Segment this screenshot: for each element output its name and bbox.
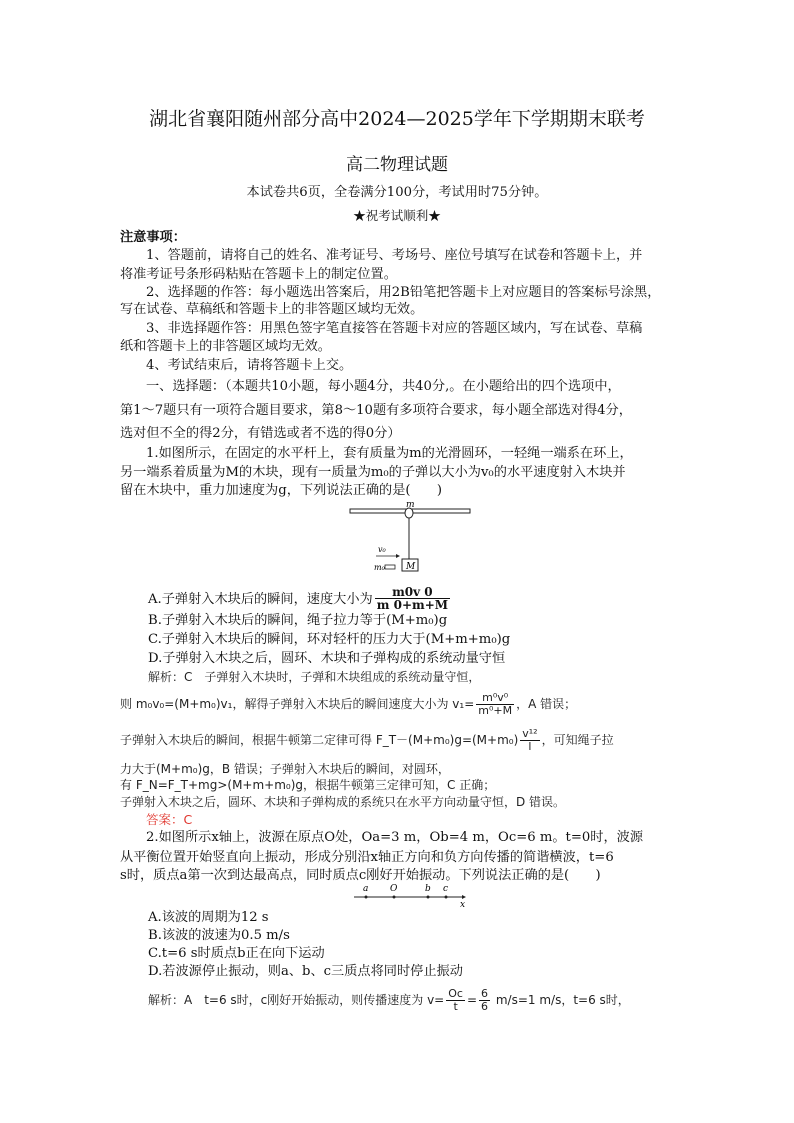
point-label: c — [443, 884, 449, 894]
q1-option-b: B.子弹射入木块后的瞬间，绳子拉力等于(M+m₀)g — [148, 613, 448, 628]
point-label: a — [363, 884, 369, 894]
good-luck: ★祝考试顺利★ — [353, 208, 441, 223]
q1-solution: 子弹射入木块后的瞬间，根据牛顿第二定律可得 F_T－(M+m₀)g=(M+m₀) $\frac{\text{v¹²}}{l}$ ，可知绳子拉 — [120, 727, 614, 753]
q1-stem: 留在木块中，重力加速度为g，下列说法正确的是( ) — [120, 483, 443, 498]
speed-label: v₀ — [378, 545, 386, 554]
note-line: 2、选择题的作答：每小题选出答案后，用2B铅笔把答题卡上对应题目的答案标号涂黑， — [146, 285, 661, 300]
note-line: 4、考试结束后，请将答题卡上交。 — [146, 358, 353, 373]
q1-answer: 答案：C — [146, 812, 193, 827]
exam-subtitle: 高二物理试题 — [346, 155, 448, 175]
note-line: 纸和答题卡上的非答题区域均无效。 — [120, 339, 331, 354]
q1-solution: 则 m₀v₀=(M+m₀)v₁，解得子弹射入木块后的瞬间速度大小为 v₁= $\frac{\text{m⁰v⁰}}{\text{m⁰+M}}$ ，A 错误； — [120, 691, 577, 717]
note-line: 1、答题前，请将自己的姓名、准考证号、考场号、座位号填写在试卷和答题卡上，并 — [146, 248, 643, 263]
q2-solution: 解析：A t=6 s时，c刚好开始振动，则传播速度为 v= $\frac{Oc}{t}$ = $\frac{6}{6}$ m/s=1 m/s，t=6 s时， — [148, 987, 630, 1013]
axis-label: x — [460, 900, 466, 908]
bullet-label: m₀ — [374, 563, 385, 572]
exam-info: 本试卷共6页，全卷满分100分，考试用时75分钟。 — [246, 185, 548, 200]
q2-stem: s时，质点a第一次到达最高点，同时质点c刚好开始振动。下列说法正确的是( ) — [120, 868, 601, 883]
point-b — [427, 896, 430, 899]
exam-title: 湖北省襄阳随州部分高中2024—2025学年下学期期末联考 — [149, 108, 645, 130]
note-line: 将准考证号条形码粘贴在答题卡上的制定位置。 — [120, 267, 397, 282]
point-label: b — [425, 884, 431, 894]
q1-option-a: A.子弹射入木块后的瞬间，速度大小为 $\frac{m0v 0}{m 0+m+M}$ — [148, 585, 449, 612]
note-line: 3、非选择题作答：用黑色签字笔直接答在答题卡对应的答题区域内，写在试卷、草稿 — [146, 321, 643, 336]
axis-arrow — [462, 895, 466, 899]
section-heading: 一、选择题：（本题共10小题，每小题4分，共40分,。在小题给出的四个选项中， — [146, 379, 621, 394]
q2-option-d: D.若波源停止振动，则a、b、c三质点将同时停止振动 — [148, 964, 463, 979]
q1-stem: 1.如图所示，在固定的水平杆上，套有质量为m的光滑圆环，一轻绳一端系在环上， — [146, 446, 633, 461]
q2-stem: 2.如图所示x轴上，波源在原点O处，Oa=3 m，Ob=4 m，Oc=6 m。t=0时，波源 — [146, 830, 644, 845]
arrow-head — [396, 554, 400, 558]
point-a — [365, 896, 368, 899]
q2-axis-figure — [350, 880, 480, 908]
note-line: 写在试卷、草稿纸和答题卡上的非答题区域均无效。 — [120, 302, 424, 317]
q1-figure — [340, 500, 480, 580]
section-text: 选对但不全的得2分，有错选或者不选的得0分） — [120, 426, 401, 441]
ring-label: m — [406, 500, 415, 510]
q1-solution: 力大于(M+m₀)g，B 错误；子弹射入木块后的瞬间，对圆环， — [120, 762, 450, 776]
point-c — [445, 896, 448, 899]
section-text: 第1～7题只有一项符合题目要求，第8～10题有多项符合要求，每小题全部选对得4分， — [120, 403, 632, 418]
q1-solution: 有 F_N=F_T+mg>(M+m+m₀)g，根据牛顿第三定律可知，C 正确； — [120, 778, 496, 792]
q2-option-c: C.t=6 s时质点b正在向下运动 — [148, 946, 325, 961]
q1-solution: 子弹射入木块之后，圆环、木块和子弹构成的系统只在水平方向动量守恒，D 错误。 — [120, 795, 566, 809]
q1-option-d: D.子弹射入木块之后，圆环、木块和子弹构成的系统动量守恒 — [148, 651, 506, 666]
notes-heading: 注意事项： — [120, 230, 186, 245]
point-label: O — [390, 884, 398, 894]
q2-option-b: B.该波的波速为0.5 m/s — [148, 928, 290, 943]
block-label: M — [406, 562, 416, 572]
bullet — [385, 565, 395, 569]
q1-option-c: C.子弹射入木块后的瞬间，环对轻杆的压力大于(M+m+m₀)g — [148, 632, 511, 647]
q2-stem: 从平衡位置开始竖直向上振动，形成分别沿x轴正方向和负方向传播的简谐横波，t=6 — [120, 850, 614, 865]
point-o — [393, 896, 396, 899]
q1-solution: 解析：C 子弹射入木块时，子弹和木块组成的系统动量守恒， — [148, 670, 481, 684]
q1-stem: 另一端系着质量为M的木块，现有一质量为m₀的子弹以大小为v₀的水平速度射入木块并 — [120, 465, 626, 480]
q2-option-a: A.该波的周期为12 s — [148, 910, 269, 925]
